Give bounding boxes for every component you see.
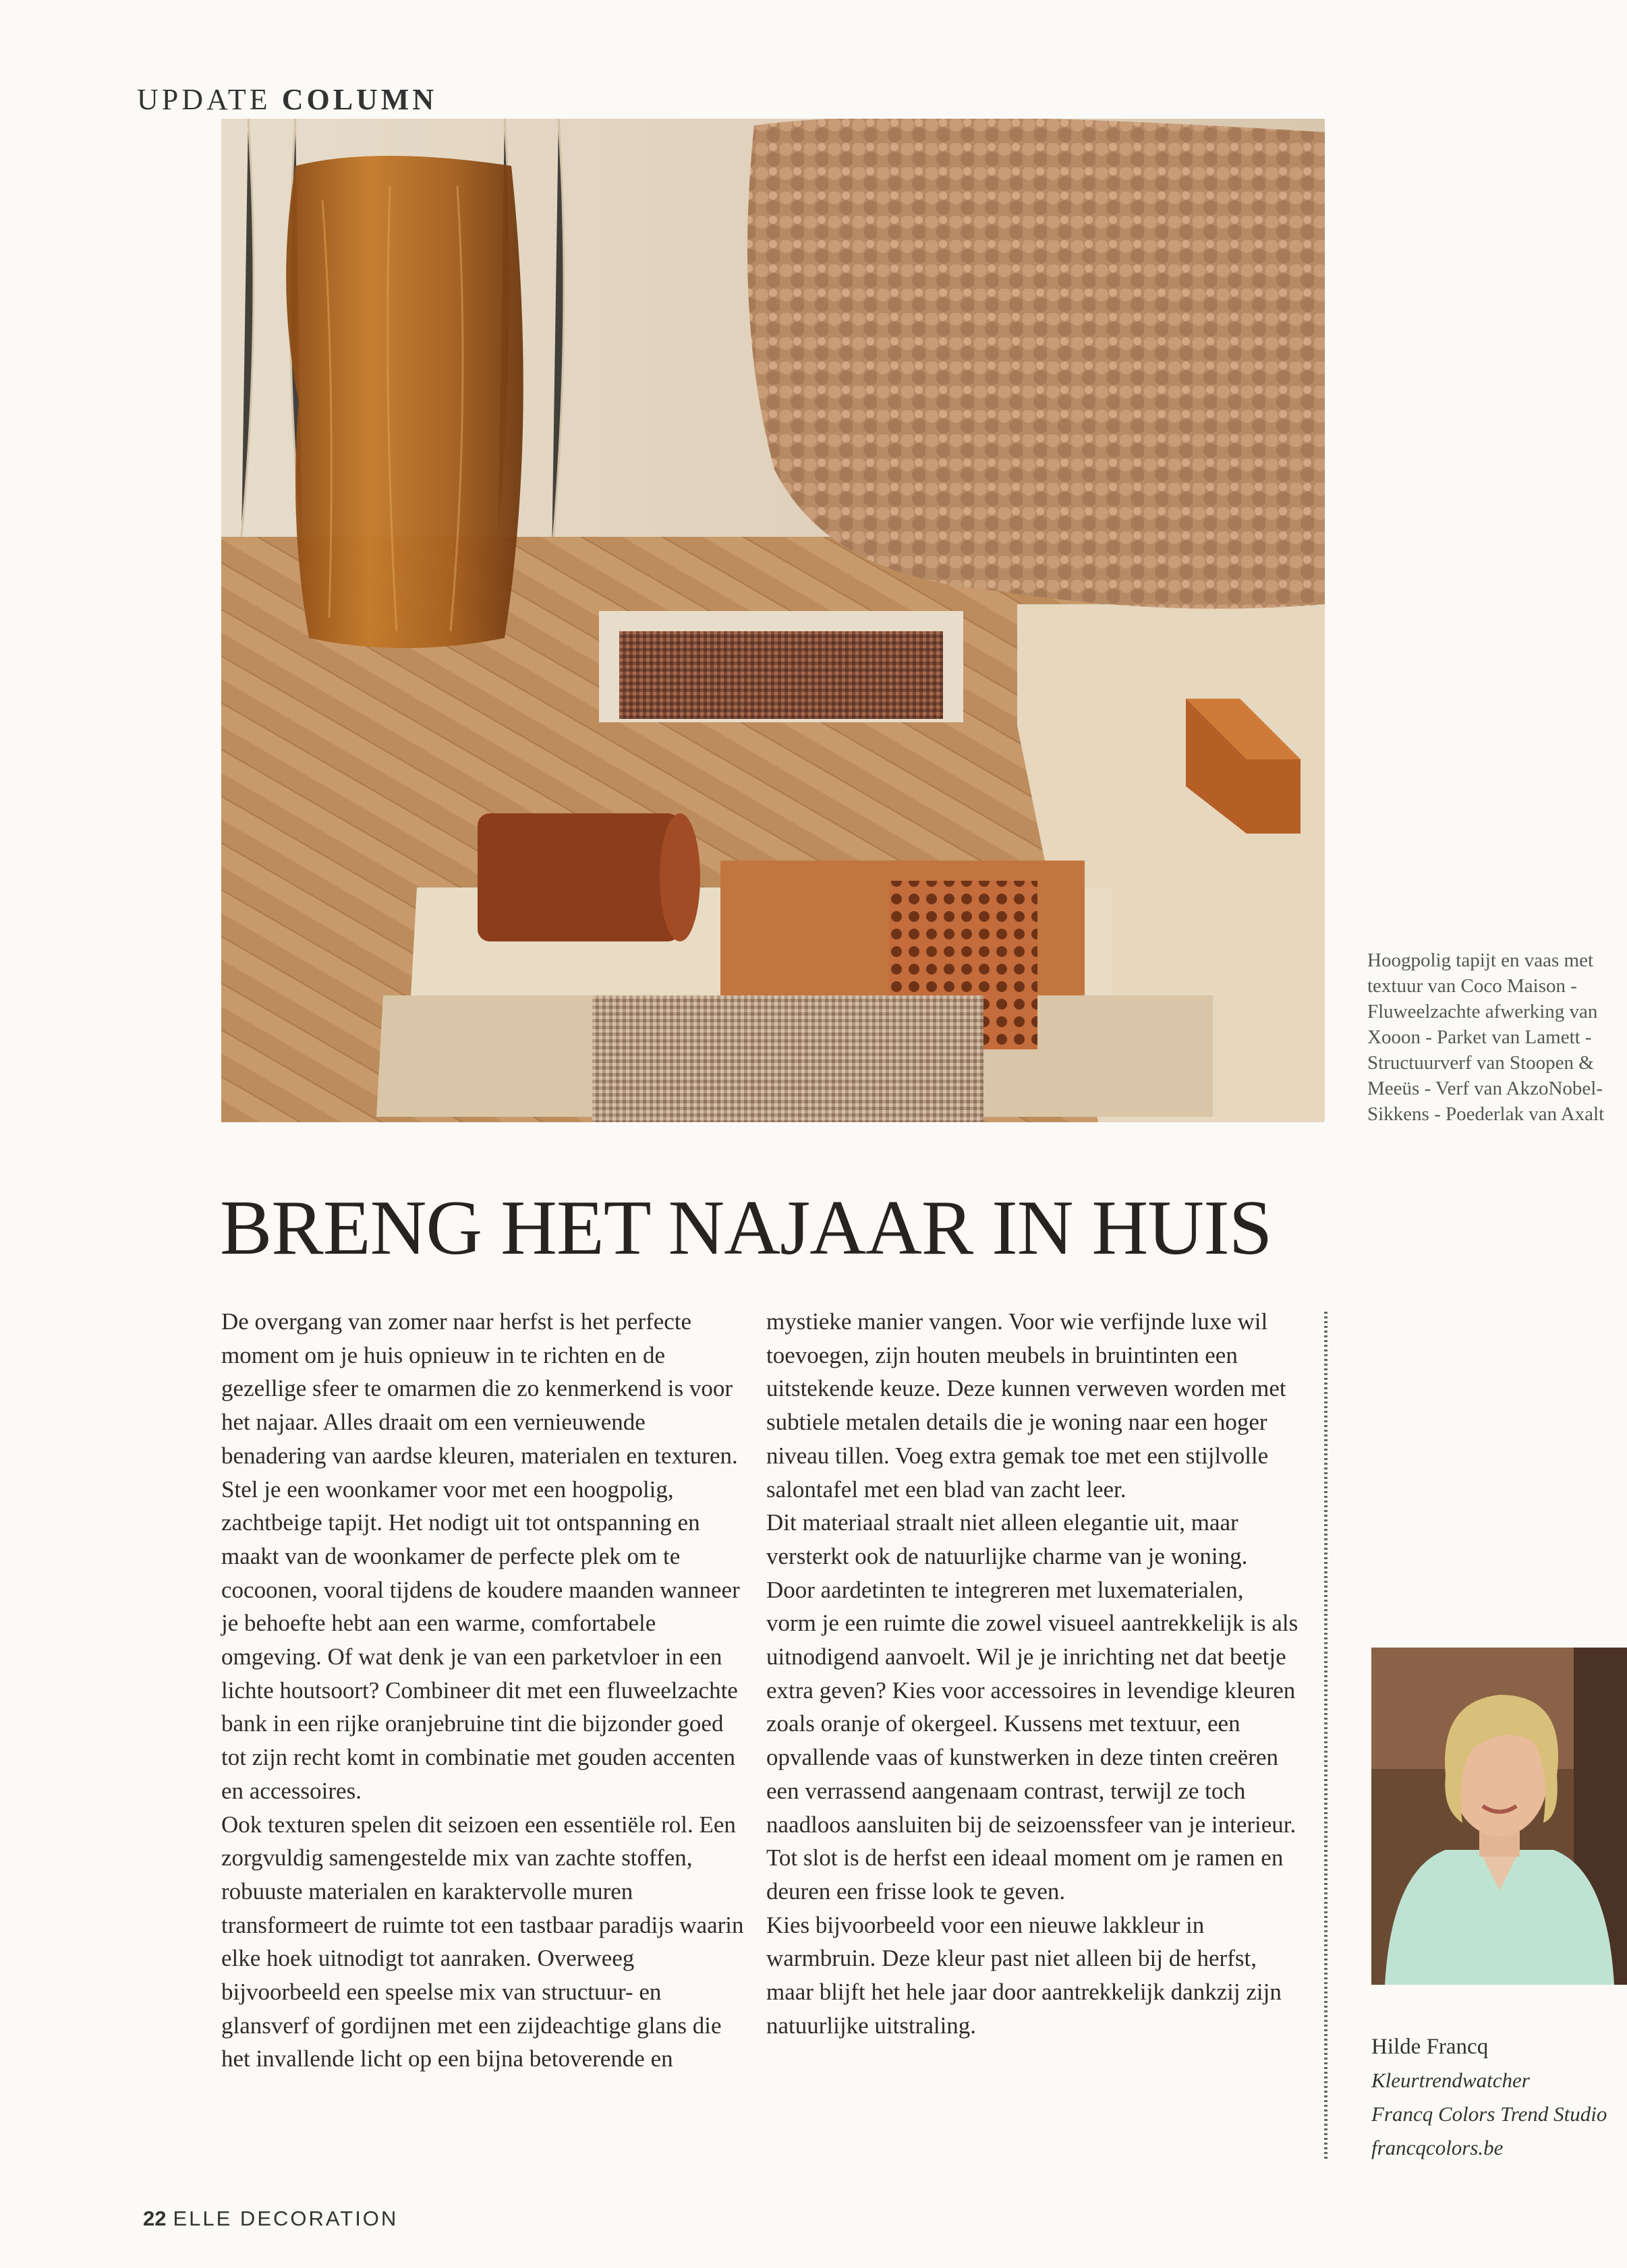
magazine-name: ELLE DECORATION bbox=[173, 2207, 399, 2230]
body-paragraph: De overgang van zomer naar herfst is het perfecte moment om je huis opnieuw in te richten en de gezellige sfeer te omarmen die zo kenmerkend is voor het najaar. Alles draait om een vernieuwende benadering van aardse kleuren, materialen en texturen. Stel je een woonkamer voor met een hoogpolig, zachtbeige tapijt. Het nodigt uit tot ontspanning en maakt van de woonkamer de perfecte plek om te cocoonen, vooral tijdens de koudere maanden wanneer je behoefte hebt aan een warme, comfortabele omgeving. Of wat denk je van een parketvloer in een lichte houtsoort? Combineer dit met een fluweelzachte bank in een rijke oranjebruine tint die bijzonder goed tot zijn recht komt in combinatie met gouden accenten en accessoires. bbox=[221, 1308, 740, 1804]
article-column-left bbox=[221, 1305, 754, 2076]
caption-line: Structuurverf van Stoopen & bbox=[1367, 1052, 1594, 1074]
author-role: Kleurtrendwatcher bbox=[1371, 2068, 1530, 2092]
photo-caption bbox=[1367, 948, 1627, 1130]
caption-line: Meeüs - Verf van AkzoNobel- bbox=[1367, 1078, 1603, 1099]
body-paragraph: Ook texturen spelen dit seizoen een essentiële rol. Een zorgvuldig samengestelde mix van zachte stoffen, robuuste materialen en karaktervolle muren transformeert de ruimte tot een tastbaar paradijs waarin elke hoek uitnodigt tot aanraken. Overweeg bijvoorbeeld een speelse mix van structuur- en glansverf of gordijnen met een zijdeachtige glans die het invallende licht op een bijna betoverende en bbox=[221, 1811, 744, 2072]
author-portrait bbox=[1371, 1648, 1627, 1985]
headline: BRENG HET NAJAAR IN HUIS bbox=[220, 1185, 1272, 1271]
article-column-right bbox=[766, 1305, 1299, 2042]
caption-line: textuur van Coco Maison - bbox=[1367, 975, 1577, 997]
author-info bbox=[1371, 2030, 1627, 2165]
section-label bbox=[137, 82, 437, 117]
page-footer bbox=[143, 2207, 398, 2231]
author-company: Francq Colors Trend Studio bbox=[1371, 2102, 1607, 2126]
author-website: francqcolors.be bbox=[1371, 2136, 1504, 2159]
body-paragraph: Dit materiaal straalt niet alleen elegantie uit, maar versterkt ook de natuurlijke charme van je woning. Door aardetinten te integreren met luxematerialen, vorm je een ruimte die zowel visueel aantrekkelijk is als uitnodigend aanvoelt. Wil je je inrichting net dat beetje extra geven? Kies voor accessoires in levendige kleuren zoals oranje of okergeel. Kussens met textuur, een opvallende vaas of kunstwerken in deze tinten creëren een verrassend aangenaam contrast, terwijl ze toch naadloos aansluiten bij de seizoenssfeer van je interieur. Tot slot is de herfst een ideaal moment om je ramen en deuren een frisse look te geven. bbox=[766, 1509, 1298, 1904]
hero-photo-illustration bbox=[221, 119, 1325, 1122]
caption-line: Sikkens - Poederlak van Axalt bbox=[1367, 1103, 1605, 1125]
section-label-light: UPDATE bbox=[137, 83, 271, 116]
caption-line: Fluweelzachte afwerking van bbox=[1367, 1001, 1598, 1022]
body-paragraph: mystieke manier vangen. Voor wie verfijnde luxe wil toevoegen, zijn houten meubels in bruintinten een uitstekende keuze. Deze kunnen verweven worden met subtiele metalen details die je woning naar een hoger niveau tillen. Voeg extra gemak toe met een stijlvolle salontafel met een blad van zacht leer. bbox=[766, 1308, 1286, 1503]
section-label-bold: COLUMN bbox=[281, 83, 438, 116]
caption-line: Xooon - Parket van Lamett - bbox=[1367, 1026, 1592, 1048]
author-portrait-illustration bbox=[1371, 1648, 1627, 1985]
body-paragraph: Kies bijvoorbeeld voor een nieuwe lakkleur in warmbruin. Deze kleur past niet alleen bij de herfst, maar blijft het hele jaar door aantrekkelijk dankzij zijn natuurlijke uitstraling. bbox=[766, 1911, 1282, 2039]
hero-photo bbox=[221, 119, 1325, 1122]
caption-line: Hoogpolig tapijt en vaas met bbox=[1367, 950, 1594, 971]
page-number: 22 bbox=[143, 2207, 167, 2230]
author-name: Hilde Francq bbox=[1371, 2035, 1489, 2059]
dotted-divider bbox=[1324, 1312, 1328, 2161]
